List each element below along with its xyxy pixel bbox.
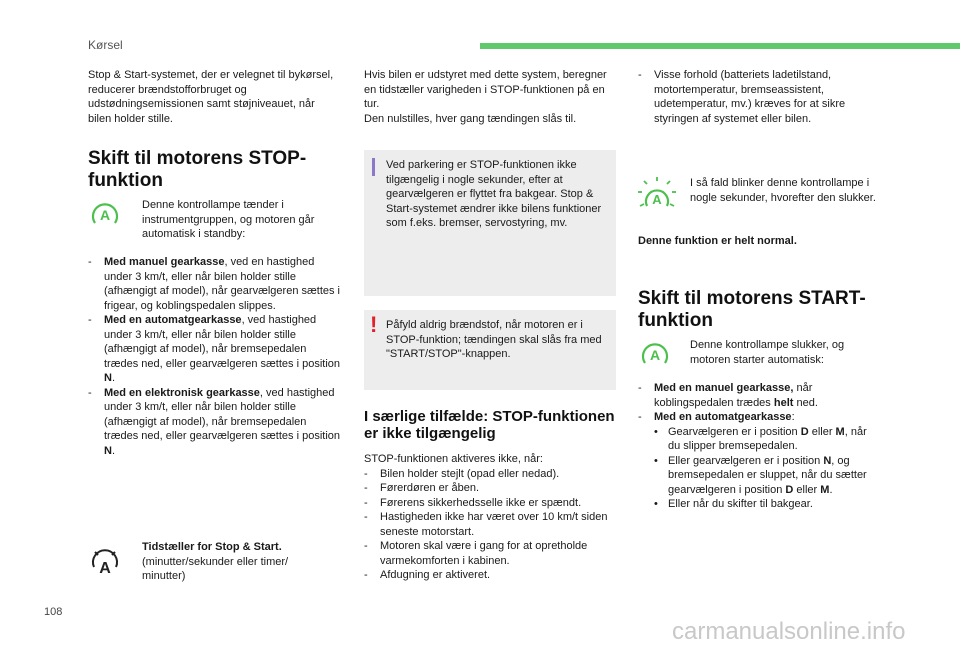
list-item: - Med en automatgearkasse: • Gearvælgeren er i position D eller M, når du slipper bremsepedalen. • Eller gearvælgeren er i position N, og bremsepedalen er sluppet, når du sætter gearvælgeren i position D eller M. • Eller når du skifter til bakgear. bbox=[638, 410, 882, 512]
stop-conditions-list bbox=[88, 255, 340, 458]
normal-note: Denne funktion er helt normal. bbox=[638, 235, 797, 247]
auto-stop-lamp-icon bbox=[638, 339, 672, 369]
info-box bbox=[364, 150, 616, 296]
list-item: - Afdugning er aktiveret. bbox=[364, 568, 616, 583]
start-conditions-list bbox=[638, 381, 882, 512]
svg-text:A: A bbox=[99, 560, 111, 577]
watermark: carmanualsonline.info bbox=[672, 618, 906, 645]
warning-box-text: Påfyld aldrig brændstof, når motoren er i STOP-funktion; tændingen skal slås fra med "START/STOP"-knappen. bbox=[386, 319, 602, 360]
info-box-text: Ved parkering er STOP-funktionen ikke tilgængelig i nogle sekunder, efter at gearvælgeren er flyttet fra bakgear. Stop & Start-systemet ændrer ikke bilens funktioner som f.eks. bremser, servostyring, mv. bbox=[386, 159, 602, 229]
stop-start-timer-icon bbox=[88, 545, 122, 579]
col3-conditions bbox=[638, 68, 878, 126]
timer-info-paragraph: Hvis bilen er udstyret med dette system, beregner en tidstæller varigheden i STOP-funktionen på en tur. bbox=[364, 69, 607, 110]
timer-title: Tidstæller for Stop & Start. bbox=[142, 541, 282, 553]
start-lamp-description: Denne kontrollampe slukker, og motoren starter automatisk: bbox=[690, 339, 845, 366]
conditions-list bbox=[638, 68, 878, 126]
list-item: - Bilen holder stejlt (opad eller nedad). bbox=[364, 467, 616, 482]
stop-conditions bbox=[88, 255, 340, 458]
svg-text:A: A bbox=[652, 192, 662, 207]
special-cases bbox=[364, 452, 616, 583]
list-item: - Med manuel gearkasse, ved en hastighed under 3 km/t, eller når bilen holder stille (afhængigt af model), når gearvælgeren sættes i frigear, og koblingspedalen slippes. bbox=[88, 255, 340, 313]
list-item: - Visse forhold (batteriets ladetilstand, motortemperatur, bremseassistent, udetemperatur, mv.) kræves for at sikre styringen af systemet eller bilen. bbox=[638, 68, 878, 126]
section-title: Kørsel bbox=[88, 38, 123, 52]
auto-stop-lamp-icon bbox=[88, 199, 122, 229]
stop-function-heading: Skift til motorens STOP-funktion bbox=[88, 148, 307, 191]
warning-icon: ! bbox=[370, 312, 378, 337]
list-item: - Førerdøren er åben. bbox=[364, 481, 616, 496]
list-item: - Med en elektronisk gearkasse, ved hastighed under 3 km/t, eller når bilen holder stille (afhængigt af model), når bremsepedalen trædes ned, eller gearvælgeren sættes i position N. bbox=[88, 386, 340, 459]
svg-text:A: A bbox=[99, 207, 111, 223]
timer-description bbox=[142, 540, 332, 584]
list-item: - Hastigheden ikke har været over 10 km/t siden seneste motorstart. bbox=[364, 510, 616, 539]
blink-description: I så fald blinker denne kontrollampe i nogle sekunder, hvorefter den slukker. bbox=[690, 177, 876, 204]
timer-reset-paragraph: Den nulstilles, hver gang tændingen slås til. bbox=[364, 112, 577, 125]
list-item: • Eller gearvælgeren er i position N, og bremsepedalen er sluppet, når du sætter gearvælgeren i position D eller M. bbox=[654, 454, 882, 498]
auto-stop-blinking-lamp-icon bbox=[636, 176, 678, 214]
col1-intro bbox=[88, 68, 340, 126]
col2-intro bbox=[364, 68, 614, 126]
timer-text: (minutter/sekunder eller timer/ minutter) bbox=[142, 555, 289, 582]
automatic-sub-list bbox=[654, 425, 882, 512]
list-item: - Med en automatgearkasse, ved hastighed under 3 km/t, eller når bilen holder stille (afhængigt af model), når bremsepedalen trædes ned, eller gearvælgeren sættes i position N. bbox=[88, 313, 340, 386]
list-item: - Med en manuel gearkasse, når koblingspedalen trædes helt ned. bbox=[638, 381, 882, 410]
list-item: • Gearvælgeren er i position D eller M, når du slipper bremsepedalen. bbox=[654, 425, 882, 454]
list-item: • Eller når du skifter til bakgear. bbox=[654, 497, 882, 512]
svg-text:A: A bbox=[649, 347, 661, 363]
info-marker bbox=[372, 158, 375, 176]
stop-lamp-description: Denne kontrollampe tænder i instrumentgruppen, og motoren går automatisk i standby: bbox=[142, 199, 315, 240]
intro-paragraph: Stop & Start-systemet, der er velegnet til bykørsel, reducerer brændstofforbruget og udstødningsemissionen samt støjniveauet, når bilen holder stille. bbox=[88, 69, 334, 125]
page-number: 108 bbox=[44, 606, 63, 618]
special-cases-intro: STOP-funktionen aktiveres ikke, når: bbox=[364, 453, 543, 465]
list-item: - Motoren skal være i gang for at opretholde varmekomforten i kabinen. bbox=[364, 539, 616, 568]
special-cases-list bbox=[364, 467, 616, 583]
warning-box bbox=[364, 310, 616, 390]
list-item: - Førerens sikkerhedsselle ikke er spændt. bbox=[364, 496, 616, 511]
header-accent-bar bbox=[480, 43, 960, 49]
special-cases-heading: I særlige tilfælde: STOP-funktionen er ikke tilgængelig bbox=[364, 408, 615, 442]
start-function-heading: Skift til motorens START-funktion bbox=[638, 288, 866, 331]
start-conditions bbox=[638, 381, 882, 512]
